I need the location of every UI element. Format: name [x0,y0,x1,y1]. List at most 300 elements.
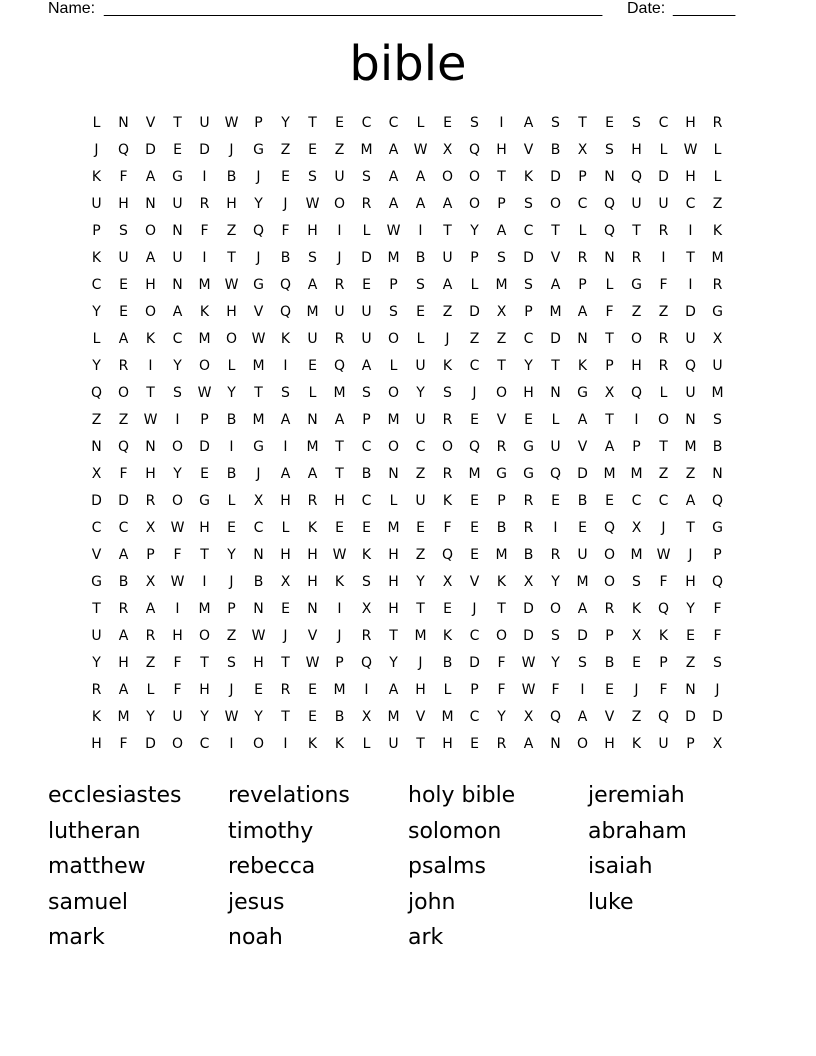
grid-letter: E [416,304,425,320]
grid-letter: Y [173,358,182,374]
grid-letter: H [604,736,615,752]
grid-letter: X [361,709,372,725]
grid-letter: U [172,709,183,725]
grid-row [83,623,733,650]
grid-letter: K [91,169,102,185]
grid-letter: O [630,331,643,347]
grid-letter: T [416,601,425,617]
grid-letter: K [658,628,669,644]
grid-letter: U [550,439,561,455]
grid-letter: O [144,304,157,320]
grid-row [83,677,733,704]
grid-letter: M [387,250,400,266]
grid-letter: H [118,196,129,212]
grid-letter: A [172,304,183,320]
grid-letter: T [497,601,506,617]
grid-letter: Q [90,385,103,401]
grid-letter: J [715,682,720,698]
grid-letter: D [712,709,723,725]
grid-letter: R [604,601,615,617]
grid-letter: H [145,277,156,293]
grid-letter: W [305,655,320,671]
grid-letter: J [229,682,234,698]
grid-letter: C [631,493,642,509]
grid-letter: V [415,709,426,725]
grid-letter: E [470,547,479,563]
grid-letter: D [550,169,561,185]
grid-letter: R [523,493,534,509]
grid-letter: K [91,250,102,266]
word-bank-item: revelations [228,783,350,808]
grid-letter: B [550,142,561,158]
grid-letter: R [442,412,453,428]
grid-letter: P [659,655,668,671]
grid-letter: H [388,574,399,590]
grid-letter: H [91,736,102,752]
grid-letter: V [307,628,318,644]
grid-letter: B [577,493,588,509]
grid-letter: E [335,115,344,131]
grid-letter: H [388,601,399,617]
grid-letter: H [388,547,399,563]
grid-letter: U [91,196,102,212]
grid-row [83,515,733,542]
grid-letter: Q [711,493,724,509]
grid-letter: G [523,439,534,455]
date-label: Date: [627,0,666,17]
grid-letter: F [281,223,290,239]
grid-letter: X [91,466,102,482]
grid-letter: W [224,709,239,725]
grid-letter: E [416,520,425,536]
grid-letter: E [335,520,344,536]
grid-letter: Q [117,439,130,455]
grid-letter: N [253,547,264,563]
grid-letter: Y [92,304,101,320]
grid-letter: U [334,169,345,185]
grid-letter: M [198,601,211,617]
grid-letter: S [308,169,317,185]
grid-letter: G [253,277,264,293]
grid-letter: V [253,304,264,320]
grid-letter: Z [685,466,696,482]
grid-letter: P [686,736,695,752]
grid-letter: A [145,169,156,185]
grid-letter: X [523,709,534,725]
grid-letter: B [415,250,426,266]
grid-letter: W [305,196,320,212]
grid-letter: R [442,466,453,482]
grid-letter: L [389,358,398,374]
grid-letter: D [199,439,210,455]
grid-letter: B [523,547,534,563]
grid-letter: F [119,169,128,185]
grid-letter: L [362,736,371,752]
grid-letter: Q [468,142,481,158]
grid-letter: O [441,439,454,455]
grid-letter: W [197,385,212,401]
grid-letter: Y [524,358,533,374]
grid-letter: T [200,655,209,671]
grid-letter: I [283,736,288,752]
word-bank [48,779,768,957]
grid-letter: S [227,655,236,671]
grid-row [83,596,733,623]
grid-letter: K [442,358,453,374]
grid-letter: J [229,142,234,158]
grid-letter: T [389,628,398,644]
grid-letter: X [442,142,453,158]
grid-letter: F [605,304,614,320]
grid-letter: M [333,385,346,401]
grid-letter: Z [658,304,669,320]
grid-letter: Y [227,547,236,563]
grid-letter: O [198,358,211,374]
grid-letter: Z [658,466,669,482]
grid-letter: L [308,385,317,401]
grid-letter: M [387,412,400,428]
grid-letter: T [605,331,614,347]
grid-letter: Q [117,142,130,158]
grid-letter: M [549,304,562,320]
grid-letter: A [604,439,615,455]
grid-letter: R [280,682,291,698]
grid-letter: L [146,682,155,698]
grid-letter: R [658,223,669,239]
grid-row [83,164,733,191]
grid-letter: G [253,142,264,158]
grid-letter: J [472,385,477,401]
grid-letter: T [200,547,209,563]
grid-letter: A [361,358,372,374]
grid-letter: I [229,736,234,752]
name-label: Name: [48,0,96,17]
grid-letter: S [551,628,560,644]
grid-letter: A [523,115,534,131]
grid-letter: O [603,574,616,590]
grid-letter: I [202,169,207,185]
grid-letter: Q [549,466,562,482]
grid-letter: T [416,736,425,752]
grid-letter: U [415,412,426,428]
grid-letter: K [577,358,588,374]
grid-letter: R [496,736,507,752]
grid-letter: Z [712,196,723,212]
grid-letter: M [711,250,724,266]
word-bank-item: samuel [48,889,128,915]
grid-letter: P [497,196,506,212]
grid-letter: T [578,115,587,131]
grid-letter: D [658,169,669,185]
grid-letter: M [333,682,346,698]
grid-letter: P [227,601,236,617]
grid-letter: Q [630,169,643,185]
grid-letter: G [712,304,723,320]
grid-letter: Y [227,385,236,401]
grid-letter: W [332,547,347,563]
grid-letter: V [469,574,480,590]
grid-letter: G [91,574,102,590]
grid-letter: S [443,385,452,401]
grid-letter: F [200,223,209,239]
grid-letter: Y [254,709,263,725]
grid-letter: R [307,493,318,509]
grid-letter: Q [603,223,616,239]
word-bank-item: holy bible [408,783,516,808]
grid-letter: A [523,736,534,752]
grid-letter: E [173,142,182,158]
grid-letter: X [577,142,588,158]
grid-letter: A [280,412,291,428]
grid-letter: Z [469,331,480,347]
grid-letter: A [388,142,399,158]
grid-letter: L [281,520,290,536]
grid-letter: C [577,196,588,212]
grid-letter: S [632,115,641,131]
grid-letter: X [712,331,723,347]
grid-letter: K [496,574,507,590]
grid-letter: N [604,250,615,266]
grid-letter: P [470,682,479,698]
grid-letter: A [388,169,399,185]
grid-letter: C [523,223,534,239]
grid-letter: U [577,547,588,563]
grid-letter: M [252,358,265,374]
grid-letter: T [605,412,614,428]
grid-letter: B [496,520,507,536]
grid-letter: B [118,574,129,590]
grid-letter: I [175,601,180,617]
grid-letter: Q [657,601,670,617]
grid-letter: J [418,655,423,671]
grid-letter: E [308,682,317,698]
grid-letter: U [712,358,723,374]
grid-letter: J [445,331,450,347]
grid-letter: J [229,574,234,590]
grid-row [83,245,733,272]
grid-letter: I [202,250,207,266]
grid-letter: Z [226,628,237,644]
grid-letter: K [361,547,372,563]
grid-letter: I [580,682,585,698]
grid-letter: O [144,223,157,239]
grid-letter: Y [281,115,290,131]
grid-letter: R [91,682,102,698]
grid-letter: I [283,358,288,374]
letter-grid [83,110,733,758]
grid-letter: T [551,223,560,239]
grid-letter: F [173,655,182,671]
grid-letter: K [631,601,642,617]
grid-letter: E [227,520,236,536]
grid-letter: F [659,277,668,293]
grid-letter: S [362,574,371,590]
grid-letter: F [497,655,506,671]
grid-letter: P [254,115,263,131]
grid-letter: D [577,628,588,644]
grid-letter: P [497,493,506,509]
grid-letter: J [634,682,639,698]
grid-letter: R [334,277,345,293]
grid-letter: T [92,601,101,617]
grid-letter: S [524,277,533,293]
grid-letter: Y [389,655,398,671]
word-bank-item: psalms [408,854,486,879]
grid-letter: D [523,250,534,266]
grid-letter: N [550,385,561,401]
grid-letter: R [523,520,534,536]
grid-letter: E [470,520,479,536]
grid-letter: V [91,547,102,563]
grid-letter: H [442,736,453,752]
grid-letter: D [91,493,102,509]
grid-letter: Q [441,547,454,563]
grid-letter: E [443,601,452,617]
grid-letter: M [630,547,643,563]
grid-letter: Y [200,709,209,725]
grid-letter: E [281,601,290,617]
grid-letter: X [604,385,615,401]
grid-letter: D [118,493,129,509]
grid-row [83,353,733,380]
grid-letter: T [227,250,236,266]
grid-letter: G [523,466,534,482]
grid-letter: O [603,547,616,563]
grid-letter: T [551,358,560,374]
grid-letter: Y [416,385,425,401]
word-bank-item: timothy [228,818,314,844]
grid-letter: M [117,709,130,725]
grid-row [83,704,733,731]
grid-letter: M [414,628,427,644]
grid-letter: H [172,628,183,644]
grid-row [83,110,733,137]
grid-letter: M [306,304,319,320]
grid-letter: H [307,547,318,563]
grid-letter: S [470,115,479,131]
grid-letter: A [118,682,129,698]
grid-letter: I [661,250,666,266]
grid-letter: Z [91,412,102,428]
grid-letter: I [688,223,693,239]
word-bank-item: solomon [408,818,502,844]
grid-letter: P [335,655,344,671]
grid-letter: H [685,169,696,185]
grid-letter: W [386,223,401,239]
grid-letter: J [472,601,477,617]
grid-letter: H [334,493,345,509]
grid-letter: W [224,115,239,131]
word-bank-item: jeremiah [588,783,685,808]
grid-letter: A [280,466,291,482]
grid-letter: M [387,709,400,725]
grid-letter: T [632,223,641,239]
grid-letter: M [198,277,211,293]
grid-letter: U [658,196,669,212]
grid-letter: M [495,547,508,563]
grid-letter: U [172,196,183,212]
grid-letter: E [200,466,209,482]
grid-letter: O [387,385,400,401]
header-line [48,0,748,20]
grid-letter: S [119,223,128,239]
grid-letter: A [145,601,156,617]
grid-letter: C [685,196,696,212]
word-bank-item: jesus [228,889,285,915]
grid-letter: T [443,223,452,239]
grid-letter: L [362,223,371,239]
grid-letter: L [659,385,668,401]
grid-letter: B [280,250,291,266]
grid-letter: W [170,520,185,536]
grid-letter: P [578,169,587,185]
grid-letter: U [685,331,696,347]
grid-letter: S [632,574,641,590]
grid-letter: U [307,331,318,347]
grid-letter: N [118,115,129,131]
grid-letter: O [171,736,184,752]
grid-letter: F [497,682,506,698]
grid-letter: A [334,412,345,428]
grid-letter: Z [631,709,642,725]
grid-letter: L [713,169,722,185]
grid-letter: H [523,385,534,401]
grid-letter: O [117,385,130,401]
grid-letter: H [685,115,696,131]
grid-letter: O [171,439,184,455]
grid-letter: H [307,574,318,590]
grid-letter: E [632,655,641,671]
grid-letter: O [171,493,184,509]
word-bank-item: matthew [48,854,146,879]
grid-letter: G [496,466,507,482]
grid-letter: X [280,574,291,590]
grid-letter: O [441,169,454,185]
grid-letter: I [364,682,369,698]
grid-letter: U [91,628,102,644]
grid-letter: Y [416,574,425,590]
grid-letter: S [308,250,317,266]
word-bank-item: abraham [588,818,687,844]
grid-letter: E [686,628,695,644]
grid-letter: O [387,439,400,455]
grid-row [83,218,733,245]
grid-letter: N [712,466,723,482]
grid-letter: V [523,142,534,158]
grid-letter: C [658,115,669,131]
word-bank-item: noah [228,925,283,950]
word-bank-item: ecclesiastes [48,783,182,808]
grid-letter: R [334,331,345,347]
grid-letter: J [283,196,288,212]
grid-letter: O [333,196,346,212]
grid-letter: A [442,277,453,293]
grid-letter: H [280,493,291,509]
grid-letter: L [443,682,452,698]
grid-letter: R [712,277,723,293]
grid-letter: K [91,709,102,725]
grid-letter: N [172,223,183,239]
grid-letter: Q [603,196,616,212]
grid-letter: P [605,358,614,374]
grid-letter: B [334,709,345,725]
grid-letter: F [659,682,668,698]
grid-letter: K [307,736,318,752]
grid-letter: C [118,520,129,536]
grid-letter: P [470,250,479,266]
grid-letter: K [712,223,723,239]
grid-letter: U [415,358,426,374]
